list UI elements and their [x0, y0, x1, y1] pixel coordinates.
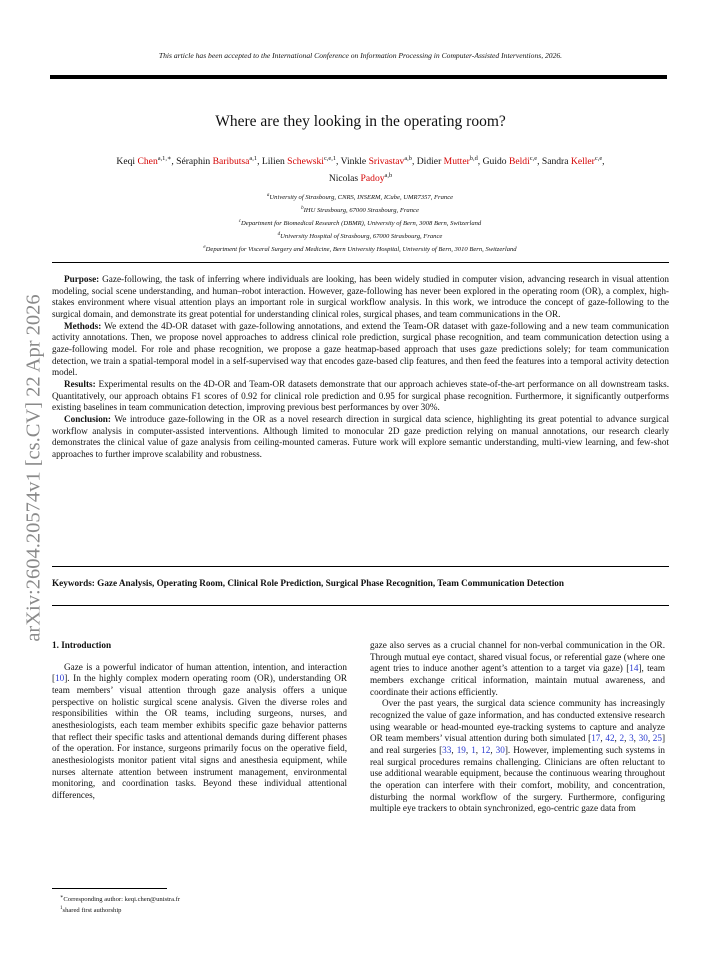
- citation-link[interactable]: 30: [638, 733, 648, 744]
- right-column: [370, 640, 665, 815]
- left-column: [52, 640, 347, 802]
- author: [483, 156, 542, 167]
- citation-link[interactable]: 19: [456, 744, 466, 755]
- footnote-mark: 1: [60, 906, 63, 912]
- header-rule: [50, 75, 667, 79]
- affiliation-mark: d: [277, 231, 281, 237]
- keywords: [52, 578, 669, 590]
- text-run: ], team members exchange critical information, maintain mutual awareness, and coordinate their actions efficiently.: [370, 663, 665, 697]
- affiliation-text: University Hospital of Strasbourg, 67000 Strasbourg, France: [280, 233, 443, 241]
- citation-link[interactable]: 2: [619, 733, 625, 744]
- author-list: [52, 152, 669, 186]
- citation-link[interactable]: 10: [55, 673, 65, 684]
- conclusion-text: We introduce gaze-following in the OR as a novel research direction in surgical data science, highlighting its great potential to advance surgical workflow analysis in computer-assisted interventions. Although limited to monocular 2D gaze prediction relying on manual annotations, our research clearly demonstrates the clinical value of gaze analysis from ceiling-mounted cameras. Future work will explore semantic understanding, multi-view learning, and few-shot approaches to further improve scalability and robustness.: [52, 413, 670, 459]
- author-last-name[interactable]: Padoy: [360, 173, 385, 185]
- author-last-name[interactable]: Baributsa: [212, 156, 250, 168]
- author-first-name: Séraphin: [176, 156, 213, 168]
- abstract-conclusion: [52, 414, 669, 461]
- author-last-name[interactable]: Schewski: [287, 156, 324, 168]
- results-text: Experimental results on the 4D-OR and Team-OR datasets demonstrate that our approach achieves state-of-the-art performance on all downstream tasks. Quantitatively, our approach obtains F1 scores of 0.92 for clinical role prediction and 0.95 for surgical phase recognition. Furthermore, it significantly outperforms existing baselines in team communication detection, improving previous best performances by over 30%.: [52, 378, 670, 413]
- abstract-top-rule: [52, 262, 669, 263]
- author-last-name[interactable]: Keller: [570, 156, 595, 168]
- arxiv-id: arXiv:2604.20574v1 [cs.CV] 22 Apr 2026: [22, 294, 45, 642]
- author-affiliation-marks: a,b: [404, 155, 412, 162]
- affiliation-text: University of Strasbourg, CNRS, INSERM, ICube, UMR7357, France: [269, 194, 454, 202]
- keywords-text: Gaze Analysis, Operating Room, Clinical Role Prediction, Surgical Phase Recognition, Team Communication Detection: [97, 578, 565, 588]
- abstract-purpose: [52, 274, 669, 321]
- footnote-rule: [52, 888, 167, 889]
- author: [262, 156, 341, 167]
- abstract: [52, 274, 669, 461]
- author-affiliation-marks: c,e: [529, 155, 538, 162]
- footnote-mark: ∗: [60, 895, 64, 900]
- footnote-text: Corresponding author: keqi.chen@unistra.fr: [63, 896, 181, 904]
- author-last-name[interactable]: Srivastav: [368, 156, 405, 168]
- citation-group: 17, 42, 2, 3, 30, 25: [591, 733, 662, 744]
- author-separator: ,: [537, 156, 542, 168]
- author-first-name: Didier: [416, 156, 444, 168]
- text-run: Over the past years, the surgical data science community has increasingly recognized the value of gaze information, and has conducted extensive research using wearable or head-mounted eye-tracking systems to capture and analyze OR team members’ visual attention during both simulated [: [370, 698, 665, 744]
- author-first-name: Sandra: [541, 156, 571, 168]
- affiliation: [60, 204, 660, 217]
- keywords-top-rule: [52, 566, 669, 567]
- citation-group: 33, 19, 1, 12, 30: [442, 744, 505, 755]
- author-separator: ,: [257, 156, 262, 168]
- affiliation: [60, 230, 660, 243]
- keywords-label: Keywords:: [52, 578, 95, 588]
- author: [542, 156, 605, 167]
- affiliation-mark: c: [238, 218, 242, 224]
- footnote-text: shared first authorship: [62, 907, 122, 915]
- citation-link[interactable]: 12: [481, 744, 491, 755]
- author-separator: ,: [477, 156, 483, 168]
- intro-paragraph-1: [52, 662, 347, 802]
- author: [341, 156, 417, 167]
- citation-link[interactable]: 1: [471, 744, 476, 755]
- author-first-name: Lilien: [261, 156, 288, 168]
- conclusion-label: Conclusion:: [64, 413, 111, 424]
- author-first-name: Keqi: [116, 156, 138, 168]
- citation-link[interactable]: 42: [605, 733, 615, 744]
- author: [329, 173, 392, 184]
- affiliation: [60, 217, 660, 230]
- text-run: gaze also serves as a crucial channel for non-verbal communication in the OR. Through mutual eye contact, shared visual focus, or referential gaze (where one agent tries to induce another agent’s attention to a target via gaze) [: [370, 640, 665, 674]
- author-affiliation-marks: a,1: [249, 155, 258, 162]
- footnotes: [60, 893, 180, 916]
- author-affiliation-marks: c,e,1: [323, 155, 337, 162]
- purpose-label: Purpose:: [64, 274, 100, 284]
- author-separator: ,: [336, 156, 341, 168]
- affiliation-text: Department for Visceral Surgery and Medicine, Bern University Hospital, University of Bern, 3010 Bern, Switzerland: [205, 246, 517, 254]
- author-affiliation-marks: a,1,∗: [157, 155, 172, 162]
- footnote: [60, 893, 180, 904]
- affiliation-text: IHU Strasbourg, 67000 Strasbourg, France: [303, 207, 419, 215]
- author-affiliation-marks: a,b: [384, 172, 393, 180]
- citation-link[interactable]: 25: [652, 733, 662, 744]
- citation-link[interactable]: 33: [442, 744, 452, 755]
- citation-link[interactable]: 17: [591, 733, 601, 744]
- abstract-results: [52, 379, 669, 414]
- author-separator: ,: [411, 156, 417, 168]
- affiliation-mark: b: [301, 205, 304, 211]
- methods-label: Methods:: [64, 320, 102, 331]
- text-run: ]. In the highly complex modern operating room (OR), understanding OR team members’ visual attention through gaze analysis offers a unique perspective on holistic surgical scene analysis. Given the diverse roles and responsibilities within the OR teams, including surgeons, nurses, and anesthesiologists, each team member exhibits specific gaze behavior patterns that reflect their specific tasks and attentional demands during different phases of the operation. For instance, surgeons primarily focus on the operative field, anesthesiologists monitor patient vital signs and anesthesia equipment, while nurses alternate attention between instrument management, environmental monitoring, and coordination tasks. Beyond these individual attentional differences,: [52, 673, 347, 800]
- affiliation-text: Department for Biomedical Research (DBMR), University of Bern, 3008 Bern, Switzerland: [241, 220, 482, 228]
- intro-paragraph-continued: [370, 640, 665, 698]
- author: [176, 156, 262, 167]
- acceptance-notice: This article has been accepted to the International Conference on Information Processing in Computer-Assisted Interventions, 2026.: [158, 51, 563, 60]
- author-affiliation-marks: b,d: [469, 155, 478, 162]
- affiliation-mark: e: [203, 244, 206, 250]
- author-first-name: Guido: [482, 156, 509, 168]
- author-first-name: Vinkle: [340, 156, 369, 168]
- affiliation: [60, 191, 660, 204]
- methods-text: We extend the 4D-OR dataset with gaze-following annotations, and extend the Team-OR dataset with gaze-following and a new team communication activity annotations. Then, we propose novel approaches to address clinical role prediction, surgical phase recognition, and team communication detection using a gaze-following model. For role and phase recognition, we propose a gaze heatmap-based approach that uses gaze predictions solely; for team communication detection, we train a spatial-temporal model in a self-supervised way that encodes gaze-based clip features, and then feed the features into a temporal activity detection model.: [52, 320, 669, 378]
- arxiv-stamp: [20, 268, 48, 668]
- abstract-methods: [52, 321, 669, 379]
- results-label: Results:: [64, 378, 96, 389]
- author-affiliation-marks: c,e: [594, 155, 603, 162]
- author-separator: ,: [171, 156, 177, 168]
- purpose-text: Gaze-following, the task of inferring where individuals are looking, has been widely studied in computer vision, advancing research in visual attention modeling, social scene understanding, and human–robot interaction. However, gaze-following has never been explored in the operating room (OR), a complex, high-stakes environment where visual attention plays an important role in surgical workflow analysis. In this work, we introduce the concept of gaze-following to the surgical domain, and demonstrate its great potential for understanding clinical roles, surgical phases, and team communications in the OR.: [52, 274, 670, 319]
- text-run: ]. However, implementing such systems in real surgical procedures remains challenging. Clinicians are often reluctant to use additional wearable equipment, because the continuous wearing throughout the operation can interfere with their comfort, mobility, and concentration, disturbing the normal workflow of the surgery. Furthermore, configuring multiple eye trackers to obtain synchronized, ego-centric gaze data from: [370, 744, 666, 814]
- affiliation-mark: a: [266, 193, 270, 198]
- author-first-name: Nicolas: [328, 173, 361, 185]
- author-separator: ,: [602, 156, 605, 168]
- text-run: Gaze is a powerful indicator of human attention, intention, and interaction [: [52, 661, 347, 684]
- section-heading: 1. Introduction: [52, 640, 112, 650]
- intro-paragraph-2: [370, 698, 665, 815]
- author: [116, 156, 176, 167]
- author-last-name[interactable]: Mutter: [443, 156, 470, 168]
- author-last-name[interactable]: Beldi: [508, 156, 530, 168]
- author: [417, 156, 483, 167]
- citation-link[interactable]: 14: [629, 663, 639, 674]
- affiliation: [60, 243, 660, 256]
- citation-link[interactable]: 3: [629, 733, 634, 744]
- affiliation-list: [60, 191, 660, 256]
- keywords-bottom-rule: [52, 605, 669, 606]
- author-last-name[interactable]: Chen: [137, 156, 158, 168]
- citation-link[interactable]: 30: [495, 744, 505, 755]
- text-run: ] and real surgeries [: [370, 733, 666, 755]
- footnote: [60, 904, 180, 915]
- paper-title: Where are they looking in the operating room?: [215, 113, 506, 130]
